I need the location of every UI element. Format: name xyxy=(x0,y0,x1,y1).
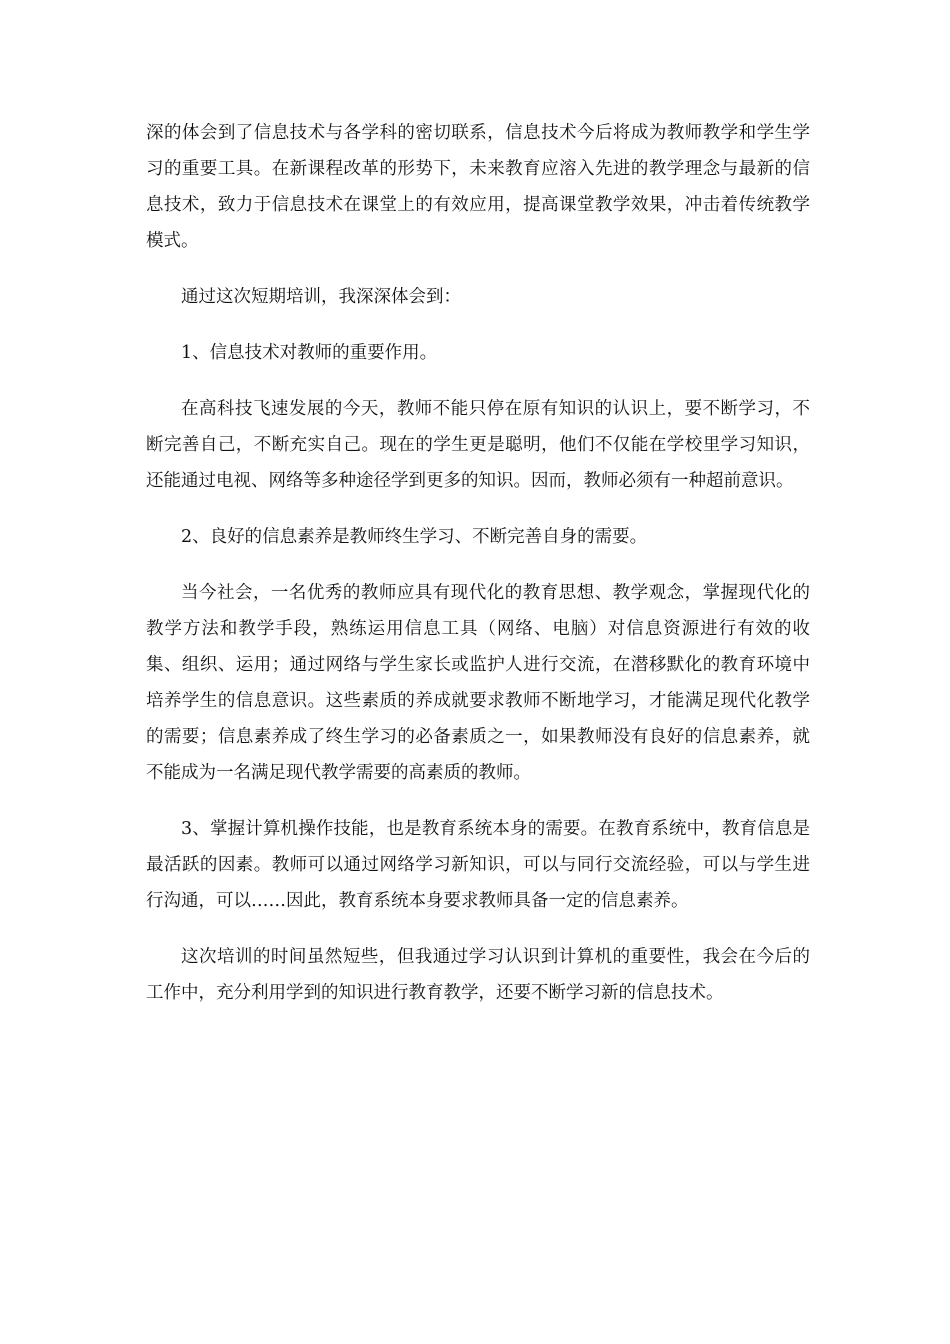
point-1-body: 在高科技飞速发展的今天，教师不能只停在原有知识的认识上，要不断学习，不断完善自己，不断充实自己。现在的学生更是聪明，他们不仅能在学校里学习知识，还能通过电视、网络等多种途径学到更多的知识。因而，教师必须有一种超前意识。 xyxy=(146,399,810,491)
closing-paragraph: 这次培训的时间虽然短些，但我通过学习认识到计算机的重要性，我会在今后的工作中，充分利用学到的知识进行教育教学，还要不断学习新的信息技术。 xyxy=(146,947,810,1003)
point-2-body: 当今社会，一名优秀的教师应具有现代化的教育思想、教学观念，掌握现代化的教学方法和教学手段，熟练运用信息工具（网络、电脑）对信息资源进行有效的收集、组织、运用；通过网络与学生家长或监护人进行交流，在潜移默化的教育环境中培养学生的信息意识。这些素质的养成就要求教师不断地学习，才能满足现代化教学的需要；信息素养成了终生学习的必备素质之一，如果教师没有良好的信息素养，就不能成为一名满足现代教学需要的高素质的教师。 xyxy=(146,583,810,783)
paragraph-continuation: 深的体会到了信息技术与各学科的密切联系，信息技术今后将成为教师教学和学生学习的重要工具。在新课程改革的形势下，未来教育应溶入先进的教学理念与最新的信息技术，致力于信息技术在课堂上的有效应用，提高课堂教学效果，冲击着传统教学模式。 xyxy=(146,123,810,251)
paragraph-intro: 通过这次短期培训，我深深体会到： xyxy=(181,287,461,307)
document-body xyxy=(146,115,810,1031)
point-3-paragraph: 3、掌握计算机操作技能，也是教育系统本身的需要。在教育系统中，教育信息是最活跃的因素。教师可以通过网络学习新知识，可以与同行交流经验，可以与学生进行沟通，可以……因此，教育系统本身要求教师具备一定的信息素养。 xyxy=(146,819,810,911)
point-1-heading: 1、信息技术对教师的重要作用。 xyxy=(181,343,438,363)
point-2-heading: 2、良好的信息素养是教师终生学习、不断完善自身的需要。 xyxy=(181,527,648,547)
